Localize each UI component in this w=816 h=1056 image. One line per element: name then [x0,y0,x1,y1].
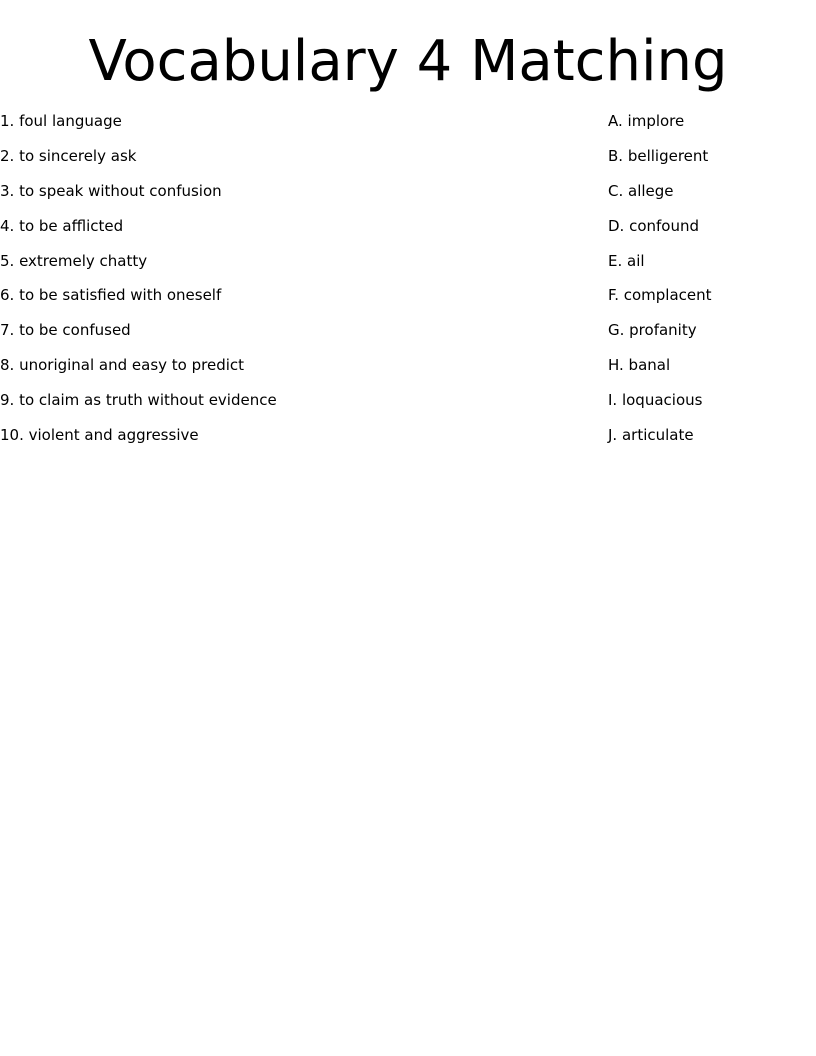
page-title: Vocabulary 4 Matching [88,29,728,94]
answer-item: A. implore [608,112,685,130]
answer-item: D. confound [608,216,700,235]
definition-item: 10. violent and aggressive [0,426,199,445]
answer-item: I. loquacious [608,391,703,410]
definition-item: 6. to be satisfied with oneself [0,286,222,305]
answer-item: F. complacent [608,286,712,305]
answer-item: E. ail [608,251,645,270]
definition-item: 2. to sincerely ask [0,146,137,165]
answers-list [608,111,808,460]
answer-item: C. allege [608,181,674,200]
answer-item: G. profanity [608,321,697,340]
definition-item: 3. to speak without confusion [0,181,222,200]
definitions-list [0,111,560,460]
definition-item: 7. to be confused [0,321,131,340]
definition-item: 8. unoriginal and easy to predict [0,356,245,375]
definition-item: 1. foul language [0,112,122,130]
definition-item: 5. extremely chatty [0,251,148,270]
definition-item: 9. to claim as truth without evidence [0,391,277,410]
answer-item: H. banal [608,356,671,375]
answer-item: J. articulate [608,426,694,445]
answer-item: B. belligerent [608,146,709,165]
definition-item: 4. to be afflicted [0,216,124,235]
